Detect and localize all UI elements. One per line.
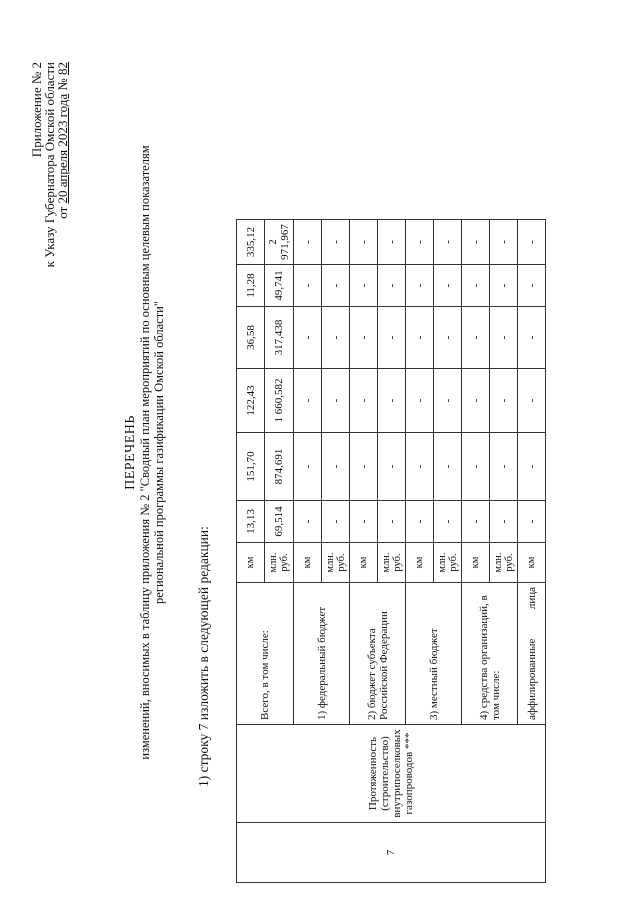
- value-cell: -: [490, 220, 518, 265]
- document-heading: ПЕРЕЧЕНЬ: [123, 415, 138, 490]
- unit-cell: млн. руб.: [434, 543, 462, 583]
- value-cell: -: [350, 220, 378, 265]
- row-number-cell: 7: [237, 823, 546, 883]
- value-cell: -: [434, 307, 462, 369]
- value-cell: 317,438: [265, 307, 294, 369]
- value-cell: -: [322, 307, 350, 369]
- source-cell: Всего, в том числе:: [237, 583, 294, 725]
- unit-cell: км: [294, 543, 322, 583]
- value-cell: -: [406, 220, 434, 265]
- value-cell: -: [434, 433, 462, 501]
- value-cell: -: [490, 501, 518, 543]
- value-cell: 122,43: [237, 369, 265, 433]
- source-label-right: лица: [525, 587, 538, 610]
- unit-cell: км: [518, 543, 546, 583]
- unit-cell: км: [406, 543, 434, 583]
- value-cell: -: [462, 369, 490, 433]
- source-cell: [518, 583, 546, 725]
- unit-cell: млн. руб.: [378, 543, 406, 583]
- decree-date-line: от 20 апреля 2023 года № 82: [55, 62, 70, 219]
- decree-date: 20 апреля 2023 года: [55, 93, 70, 204]
- value-cell: -: [322, 369, 350, 433]
- value-cell: -: [350, 369, 378, 433]
- annex-header: [30, 62, 69, 267]
- value-cell: -: [518, 307, 546, 369]
- value-cell: -: [378, 433, 406, 501]
- value-cell: -: [322, 265, 350, 307]
- decree-line: к Указу Губернатора Омской области: [42, 62, 57, 268]
- unit-cell: км: [237, 543, 265, 583]
- source-cell: 1) федеральный бюджет: [294, 583, 350, 725]
- value-cell: -: [490, 369, 518, 433]
- title-line-1: изменений, вносимых в таблицу приложения № 2 "Сводный план мероприятий по основным целевым показателям: [138, 145, 152, 760]
- value-cell: -: [518, 369, 546, 433]
- source-cell: 2) бюджет субъекта Российской Федерации: [350, 583, 406, 725]
- value-cell: -: [294, 433, 322, 501]
- amendment-table: [236, 159, 546, 883]
- value-cell: -: [462, 307, 490, 369]
- value-cell: -: [322, 433, 350, 501]
- value-cell: 335,12: [237, 220, 265, 265]
- value-cell: -: [378, 265, 406, 307]
- annex-line: Приложение № 2: [29, 62, 44, 158]
- unit-cell: км: [350, 543, 378, 583]
- value-cell: -: [406, 369, 434, 433]
- unit-cell: млн. руб.: [322, 543, 350, 583]
- value-cell: -: [406, 265, 434, 307]
- value-cell: -: [294, 501, 322, 543]
- value-cell: 13,13: [237, 501, 265, 543]
- value-cell: -: [462, 433, 490, 501]
- value-cell: 36,58: [237, 307, 265, 369]
- instruction-text: 1) строку 7 изложить в следующей редакции:: [196, 526, 211, 787]
- value-cell: -: [350, 265, 378, 307]
- unit-cell: млн. руб.: [490, 543, 518, 583]
- value-cell: -: [462, 220, 490, 265]
- value-cell: -: [406, 307, 434, 369]
- source-label-left: аффилированные: [525, 638, 538, 720]
- value-cell: -: [294, 265, 322, 307]
- value-cell: 11,28: [237, 265, 265, 307]
- title-line-2: региональной программы газификации Омской области": [152, 301, 166, 604]
- value-cell: -: [322, 220, 350, 265]
- value-cell: -: [462, 265, 490, 307]
- value-cell: -: [490, 307, 518, 369]
- value-cell: -: [518, 433, 546, 501]
- value-cell: -: [434, 369, 462, 433]
- value-cell: 49,741: [265, 265, 294, 307]
- value-cell: -: [350, 501, 378, 543]
- value-cell: -: [294, 220, 322, 265]
- value-cell: -: [406, 501, 434, 543]
- value-cell: -: [350, 433, 378, 501]
- unit-cell: млн. руб.: [265, 543, 294, 583]
- value-cell: -: [490, 433, 518, 501]
- value-cell: -: [406, 433, 434, 501]
- value-cell: 2 971,967: [265, 220, 294, 265]
- value-cell: 69,514: [265, 501, 294, 543]
- value-cell: 1 660,582: [265, 369, 294, 433]
- source-cell: 4) средства организаций, в том числе:: [462, 583, 518, 725]
- table-row: [237, 160, 265, 883]
- value-cell: -: [294, 369, 322, 433]
- value-cell: -: [434, 220, 462, 265]
- value-cell: -: [322, 501, 350, 543]
- value-cell: -: [378, 220, 406, 265]
- value-cell: 874,691: [265, 433, 294, 501]
- value-cell: -: [378, 501, 406, 543]
- value-cell: -: [518, 265, 546, 307]
- value-cell: 151,70: [237, 433, 265, 501]
- value-cell: -: [434, 501, 462, 543]
- value-cell: -: [350, 307, 378, 369]
- value-cell: -: [490, 265, 518, 307]
- source-cell: 3) местный бюджет: [406, 583, 462, 725]
- value-cell: -: [434, 265, 462, 307]
- value-cell: -: [378, 369, 406, 433]
- value-cell: -: [378, 307, 406, 369]
- decree-number: 82: [55, 62, 70, 75]
- value-cell: -: [518, 501, 546, 543]
- unit-cell: км: [462, 543, 490, 583]
- indicator-cell: Протяженность (строительство) внутрипоселковых газопроводов ***: [237, 725, 546, 823]
- value-cell: -: [462, 501, 490, 543]
- value-cell: -: [518, 220, 546, 265]
- value-cell: -: [294, 307, 322, 369]
